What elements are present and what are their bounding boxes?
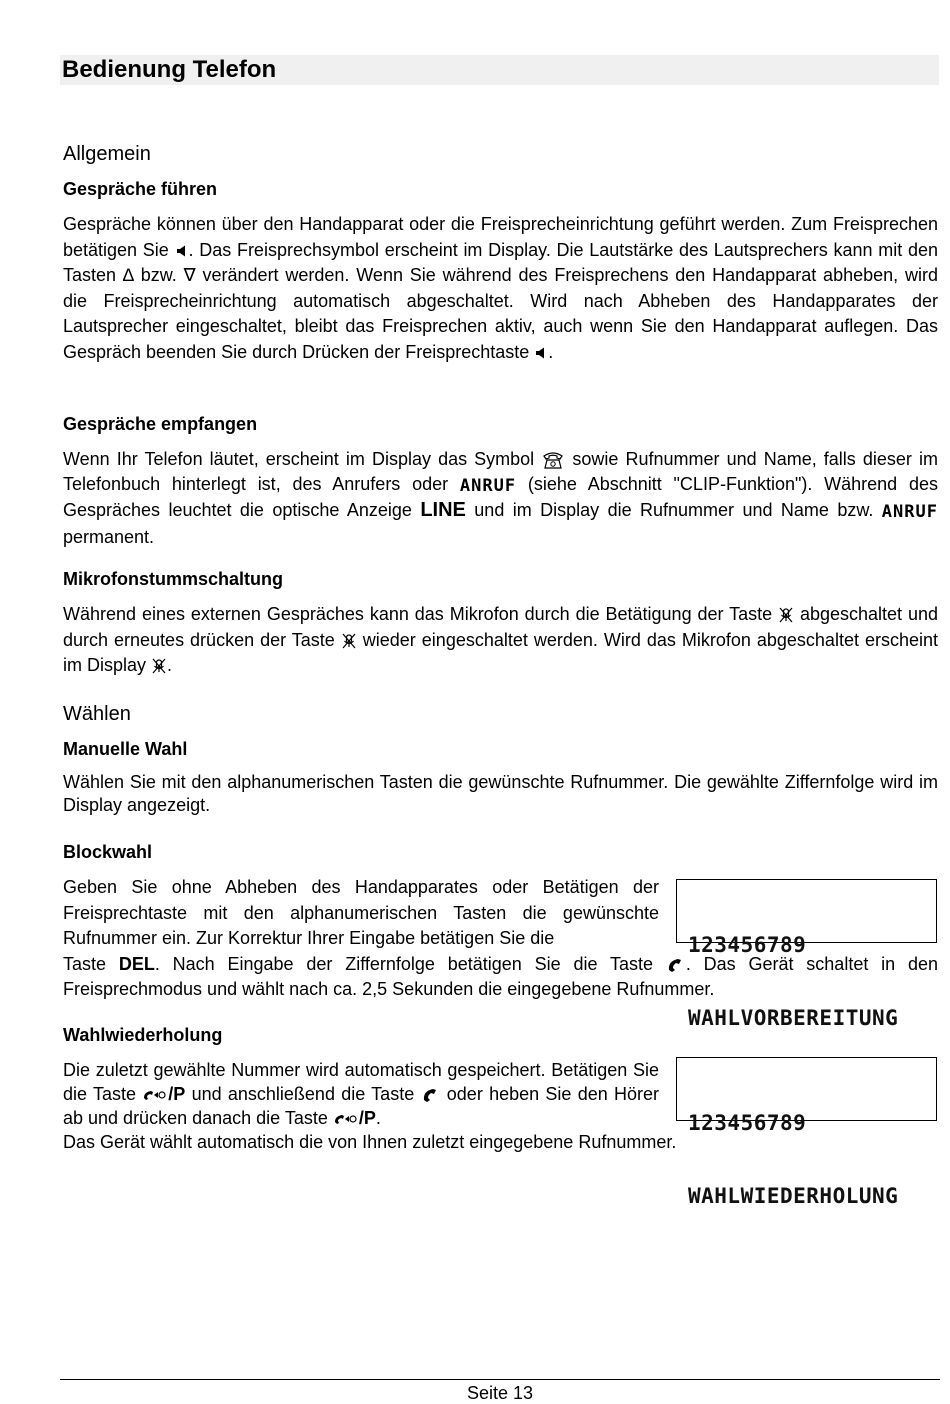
subsection-gespraeche-fuehren xyxy=(63,178,938,365)
mute-icon xyxy=(341,633,357,649)
lcd-line-number: 123456789 xyxy=(688,933,807,957)
lcd-display-wahlwiederholung xyxy=(676,1057,937,1208)
text-run: abgeschaltet und durch erneutes drücken der Taste xyxy=(63,604,938,650)
section-allgemein xyxy=(63,142,938,166)
paragraph-manuelle-wahl: Wählen Sie mit den alphanumerischen Tasten die gewünschte Rufnummer. Die gewählte Ziffernfolge wird im Display angezeigt. xyxy=(63,772,938,815)
mute-icon xyxy=(778,607,794,623)
subsection-mikrofonstumm xyxy=(63,568,938,679)
text-run: Die zuletzt gewählte Nummer wird automatisch gespeichert. Betätigen Sie die Taste xyxy=(63,1060,659,1104)
volume-up-symbol: ∆ xyxy=(122,265,134,285)
mute-icon xyxy=(151,658,167,674)
section-waehlen xyxy=(63,702,938,726)
text-run: bzw. xyxy=(140,265,177,285)
heading-waehlen: Wählen xyxy=(63,703,131,725)
handset-icon xyxy=(421,1087,441,1103)
paragraph-wahlwiederholung-rest: Das Gerät wählt automatisch die von Ihnen zuletzt eingegebene Rufnummer. xyxy=(63,1132,677,1152)
text-run: . xyxy=(167,655,173,675)
heading-gespraeche-fuehren: Gespräche führen xyxy=(63,179,218,199)
paragraph-mikrofonstumm xyxy=(63,602,938,679)
lcd-line-status: WAHLVORBEREITUNG xyxy=(688,1006,899,1030)
del-key-label: DEL xyxy=(118,953,155,974)
anruf-display-word: ANRUF xyxy=(881,502,938,522)
text-run: oder heben Sie den Hörer ab und drücken danach die Taste xyxy=(63,1084,659,1128)
page-title-bar xyxy=(60,55,939,85)
text-run: Während eines externen Gespräches kann das Mikrofon durch die Betätigung der Taste xyxy=(63,604,773,624)
speaker-icon xyxy=(534,346,548,360)
paragraph-wahlwiederholung-float xyxy=(63,1058,659,1130)
line-indicator-word: LINE xyxy=(420,499,466,521)
footer-divider xyxy=(60,1379,940,1380)
text-run: . Nach Eingabe der Ziffernfolge betätigen Sie die Taste xyxy=(154,953,653,974)
page-number: Seite 13 xyxy=(466,1383,534,1403)
text-run: wieder eingeschaltet werden. Wird das Mikrofon abgeschaltet erscheint im Display xyxy=(63,629,938,675)
text-run: . Das Freisprechsymbol erscheint im Display. Die Lautstärke des Lautsprechers kann mit den Tasten xyxy=(63,239,938,285)
heading-gespraeche-empfangen: Gespräche empfangen xyxy=(63,414,258,434)
lcd-display-blockwahl xyxy=(676,879,937,1030)
text-run: . xyxy=(375,1108,381,1128)
page-title: Bedienung Telefon xyxy=(62,56,277,83)
ringing-phone-icon xyxy=(541,450,565,470)
text-run: verändert werden. Wenn Sie während des Freisprechens den Handapparat abheben, wird die Freisprecheinrichtung automatisch abgeschaltet. Wird nach Abheben des Handapparates der Lautsprecher eingeschaltet, bleibt das Freisprechen aktiv, auch wenn Sie den Handapparat auflegen. Das Gespräch beenden Sie durch Drücken der Freisprechtaste xyxy=(63,265,938,362)
redial-icon xyxy=(333,1112,359,1126)
text-run: und anschließend die Taste xyxy=(191,1084,415,1104)
handset-icon xyxy=(666,957,686,973)
heading-wahlwiederholung: Wahlwiederholung xyxy=(63,1025,223,1045)
volume-down-symbol: ∇ xyxy=(183,265,196,285)
heading-mikrofonstumm: Mikrofonstummschaltung xyxy=(63,569,284,589)
p-key-label: /P xyxy=(358,1108,376,1128)
text-run: Wenn Ihr Telefon läutet, erscheint im Display das Symbol xyxy=(63,449,535,469)
paragraph-blockwahl-float: Geben Sie ohne Abheben des Handapparates oder Betätigen der Freisprechtaste mit den alphanumerischen Tasten die gewünschte Rufnummer ein. Zur Korrektur Ihrer Eingabe betätigen Sie die xyxy=(63,877,659,948)
redial-icon xyxy=(142,1088,168,1102)
text-run: . Das Gerät schaltet in den Freisprechmodus und wählt nach ca. 2,5 Sekunden die eingegebene Rufnummer. xyxy=(63,953,939,999)
speaker-icon xyxy=(175,244,189,258)
text-run: Taste xyxy=(63,953,107,974)
subsection-gespraeche-empfangen xyxy=(63,413,938,549)
lcd-line-number: 123456789 xyxy=(688,1111,807,1135)
p-key-label: /P xyxy=(168,1084,186,1104)
text-run: Gespräche können über den Handapparat oder die Freisprecheinrichtung geführt werden. Zum Freisprechen betätigen Sie xyxy=(63,214,938,260)
subsection-manuelle-wahl xyxy=(63,738,938,817)
heading-manuelle-wahl: Manuelle Wahl xyxy=(63,739,188,759)
text-run: sowie Rufnummer und Name, falls dieser im Telefonbuch hinterlegt ist, des Anrufers oder xyxy=(63,449,938,494)
lcd-line-status: WAHLWIEDERHOLUNG xyxy=(688,1184,899,1208)
text-run: und im Display die Rufnummer und Name bzw. xyxy=(474,500,874,520)
text-run: (siehe Abschnitt "CLIP-Funktion"). Während des Gespräches leuchtet die optische Anzeige xyxy=(63,473,938,520)
text-run: . xyxy=(548,341,554,362)
text-run: permanent. xyxy=(63,526,155,547)
paragraph-gespraeche-empfangen xyxy=(63,447,938,549)
heading-blockwahl: Blockwahl xyxy=(63,842,153,862)
paragraph-gespraeche-fuehren xyxy=(63,212,938,365)
heading-allgemein: Allgemein xyxy=(63,143,151,165)
anruf-display-word: ANRUF xyxy=(459,475,517,496)
